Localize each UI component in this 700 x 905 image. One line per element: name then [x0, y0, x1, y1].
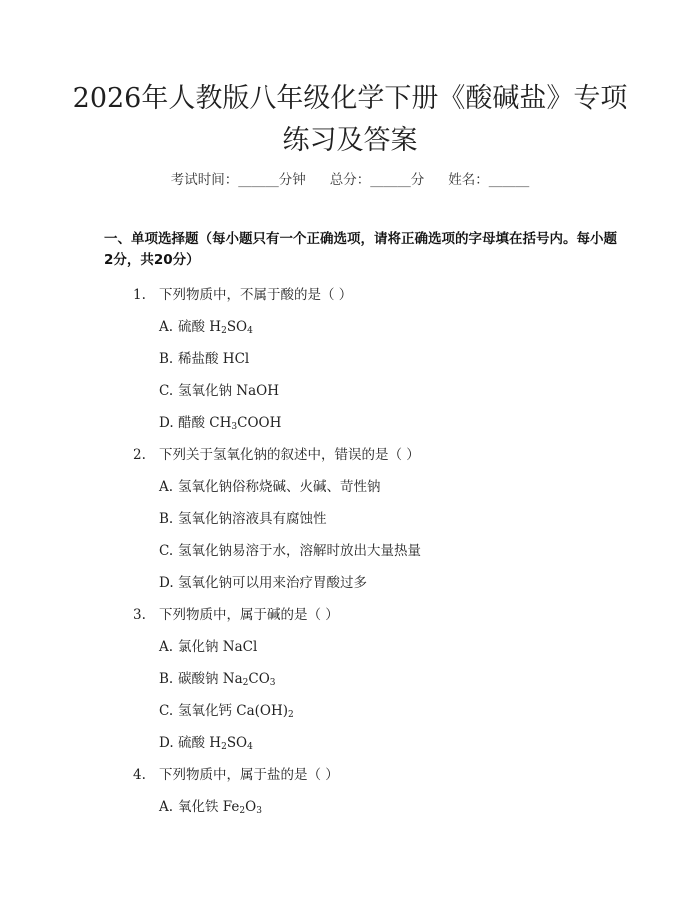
subscript: 2 [239, 806, 246, 816]
option-label: A. [159, 639, 174, 655]
option-2c [159, 539, 421, 559]
exam-score: 总分：______分 [329, 172, 425, 188]
option-label: B. [159, 511, 174, 527]
question-4 [133, 763, 339, 783]
option-text: 氢氧化钠溶液具有腐蚀性 [178, 511, 327, 527]
option-label: D. [159, 415, 174, 431]
subscript: 2 [242, 678, 249, 688]
question-stem: 下列关于氢氧化钠的叙述中，错误的是（ ） [159, 447, 420, 463]
option-label: C. [159, 543, 174, 559]
option-text: 氢氧化钠 NaOH [178, 383, 279, 399]
option-text-cont: CO [248, 671, 270, 687]
subscript: 4 [247, 326, 253, 336]
option-3a [159, 635, 257, 655]
subscript: 3 [256, 806, 262, 816]
option-text: 氢氧化钠易溶于水，溶解时放出大量热量 [178, 543, 421, 559]
option-text-cont: SO [226, 735, 248, 751]
question-stem: 下列物质中，不属于酸的是（ ） [159, 287, 353, 303]
question-number: 4. [133, 767, 146, 783]
option-2d [159, 571, 367, 591]
option-text: 氯化钠 NaCl [178, 639, 258, 655]
option-1c [159, 379, 279, 399]
option-text: 硫酸 H [178, 319, 222, 335]
exam-time: 考试时间：______分钟 [170, 172, 306, 188]
option-1d [159, 411, 281, 431]
option-text-cont: SO [226, 319, 248, 335]
option-label: B. [159, 351, 174, 367]
option-1a [159, 315, 253, 335]
option-label: D. [159, 575, 174, 591]
option-text: 氢氧化钙 Ca(OH) [178, 703, 289, 719]
subscript: 3 [231, 422, 238, 432]
option-4a [159, 795, 262, 815]
subscript: 3 [269, 678, 276, 688]
subscript: 2 [221, 326, 227, 336]
option-text: 醋酸 CH [178, 415, 232, 431]
question-stem: 下列物质中，属于盐的是（ ） [159, 767, 339, 783]
option-3c [159, 699, 294, 719]
question-3 [133, 603, 339, 623]
option-text-cont: COOH [237, 415, 282, 431]
option-text: 氧化铁 Fe [178, 799, 240, 815]
option-text: 硫酸 H [178, 735, 222, 751]
option-label: D. [159, 735, 174, 751]
option-2b [159, 507, 327, 527]
subscript: 2 [288, 710, 294, 720]
option-3b [159, 667, 276, 687]
option-text: 氢氧化钠可以用来治疗胃酸过多 [178, 575, 367, 591]
student-name: 姓名：______ [448, 172, 530, 188]
subscript: 4 [247, 742, 253, 752]
subscript: 2 [221, 742, 227, 752]
option-label: C. [159, 703, 174, 719]
option-label: B. [159, 671, 174, 687]
exam-meta [0, 168, 700, 188]
option-label: A. [159, 479, 174, 495]
page-title: 2026年人教版八年级化学下册《酸碱盐》专项练习及答案 [72, 83, 628, 156]
question-number: 3. [133, 607, 146, 623]
option-text-cont: O [245, 799, 257, 815]
option-label: A. [159, 799, 174, 815]
question-2 [133, 443, 420, 463]
option-text: 氢氧化钠俗称烧碱、火碱、苛性钠 [178, 479, 381, 495]
question-stem: 下列物质中，属于碱的是（ ） [159, 607, 339, 623]
option-text: 碳酸钠 Na [178, 671, 243, 687]
option-label: A. [159, 319, 174, 335]
section-heading: 一、单项选择题（每小题只有一个正确选项，请将正确选项的字母填在括号内。每小题2分，共20分） [104, 231, 617, 268]
option-2a [159, 475, 381, 495]
option-text: 稀盐酸 HCl [178, 351, 250, 367]
option-label: C. [159, 383, 174, 399]
option-3d [159, 731, 253, 751]
option-1b [159, 347, 249, 367]
question-number: 2. [133, 447, 146, 463]
question-1 [133, 283, 352, 303]
question-number: 1. [133, 287, 146, 303]
